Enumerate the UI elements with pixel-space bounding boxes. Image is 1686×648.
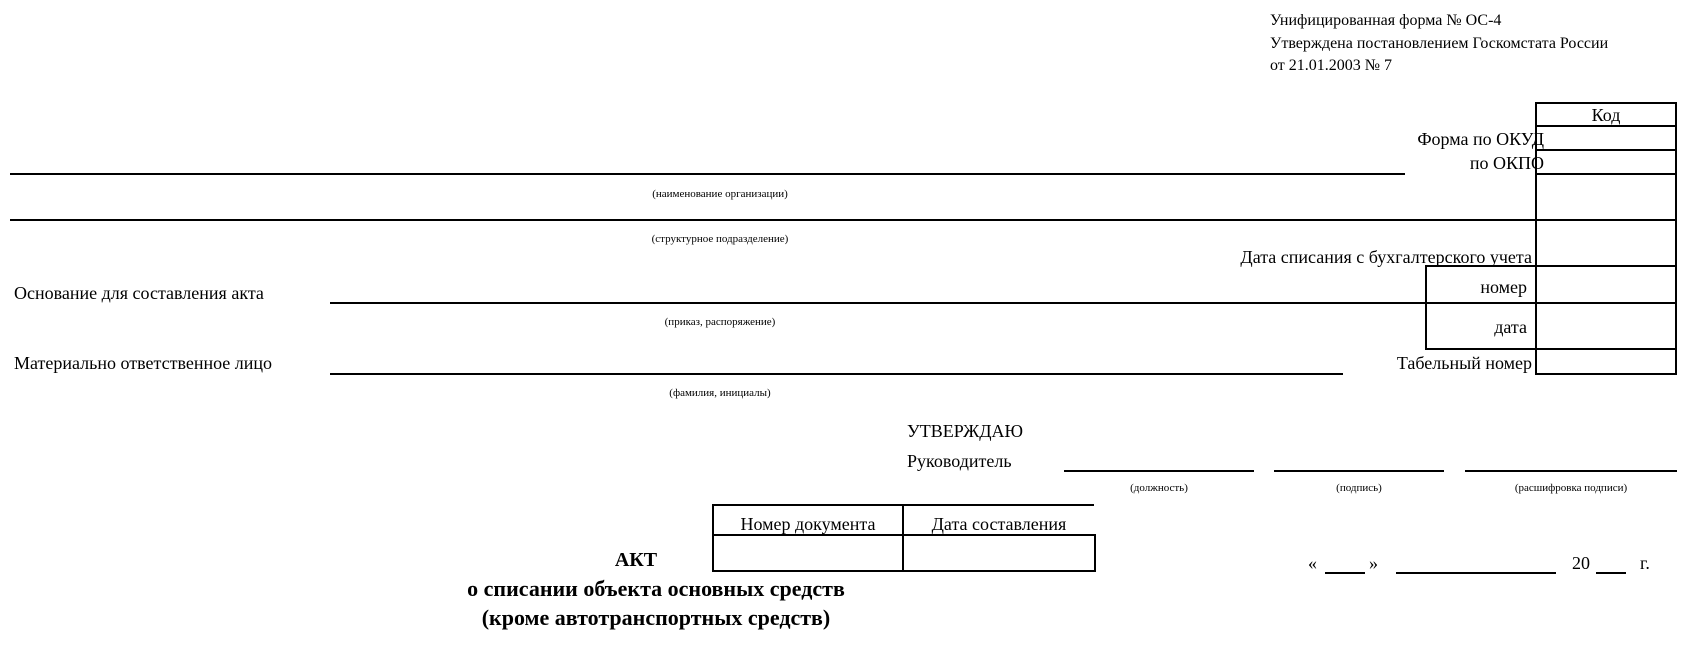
- org-name-caption: (наименование организации): [652, 188, 788, 200]
- mol-label: Материально ответственное лицо: [14, 353, 273, 373]
- doc-number-header: Номер документа: [740, 514, 876, 534]
- head-label: Руководитель: [907, 451, 1012, 471]
- date-day-line[interactable]: [1325, 572, 1365, 574]
- approve-title: УТВЕРЖДАЮ: [907, 421, 1024, 441]
- signature-caption: (подпись): [1336, 482, 1382, 494]
- form-header-line2: Утверждена постановлением Госкомстата России: [1270, 35, 1609, 52]
- org-name-line[interactable]: [10, 173, 1405, 175]
- code-row-divider: [1535, 149, 1677, 151]
- okpo-label: по ОКПО: [1469, 153, 1544, 173]
- date-year-line[interactable]: [1596, 572, 1626, 574]
- tab-number-label: Табельный номер: [1396, 353, 1532, 373]
- mol-line[interactable]: [330, 373, 1343, 375]
- date-month-line[interactable]: [1396, 572, 1556, 574]
- code-header: Код: [1591, 105, 1621, 125]
- decode-line[interactable]: [1465, 470, 1677, 472]
- basis-label: Основание для составления акта: [14, 283, 264, 303]
- position-caption: (должность): [1130, 482, 1188, 494]
- okud-label: Форма по ОКУД: [1417, 129, 1544, 149]
- dept-line[interactable]: [10, 219, 1537, 221]
- position-line[interactable]: [1064, 470, 1254, 472]
- act-title: АКТ: [614, 549, 658, 571]
- code-row-divider: [1535, 302, 1677, 304]
- doc-table-right-border: [1094, 534, 1096, 572]
- mol-caption: (фамилия, инициалы): [669, 387, 771, 399]
- doc-date-cell[interactable]: [904, 536, 1092, 570]
- form-header-line1: Унифицированная форма № ОС-4: [1270, 12, 1502, 29]
- basis-line[interactable]: [330, 302, 1427, 304]
- decode-caption: (расшифровка подписи): [1514, 482, 1628, 494]
- codes-column: [1535, 102, 1677, 375]
- act-subtitle-note: (кроме автотранспортных средств): [481, 605, 831, 630]
- code-row-divider: [1535, 219, 1677, 221]
- code-row-divider: [1535, 348, 1677, 350]
- act-subtitle: о списании объекта основных средств: [467, 576, 845, 601]
- basis-caption: (приказ, распоряжение): [664, 316, 776, 328]
- signature-line[interactable]: [1274, 470, 1444, 472]
- writeoff-date-sublabel: дата: [1494, 317, 1527, 337]
- writeoff-number-label: номер: [1480, 277, 1527, 297]
- date-year-prefix: 20: [1572, 553, 1590, 573]
- writeoff-box-divider: [1425, 302, 1537, 304]
- date-year-suffix: г.: [1640, 553, 1650, 573]
- date-quote-open: «: [1308, 553, 1317, 573]
- dept-caption: (структурное подразделение): [651, 233, 789, 245]
- writeoff-date-label: Дата списания с бухгалтерского учета: [1240, 247, 1532, 267]
- doc-date-header: Дата составления: [931, 514, 1067, 534]
- code-row-divider: [1535, 173, 1677, 175]
- date-quote-close: »: [1369, 553, 1378, 573]
- code-row-divider: [1535, 125, 1677, 127]
- code-row-divider: [1535, 265, 1677, 267]
- form-header-line3: от 21.01.2003 № 7: [1270, 57, 1393, 74]
